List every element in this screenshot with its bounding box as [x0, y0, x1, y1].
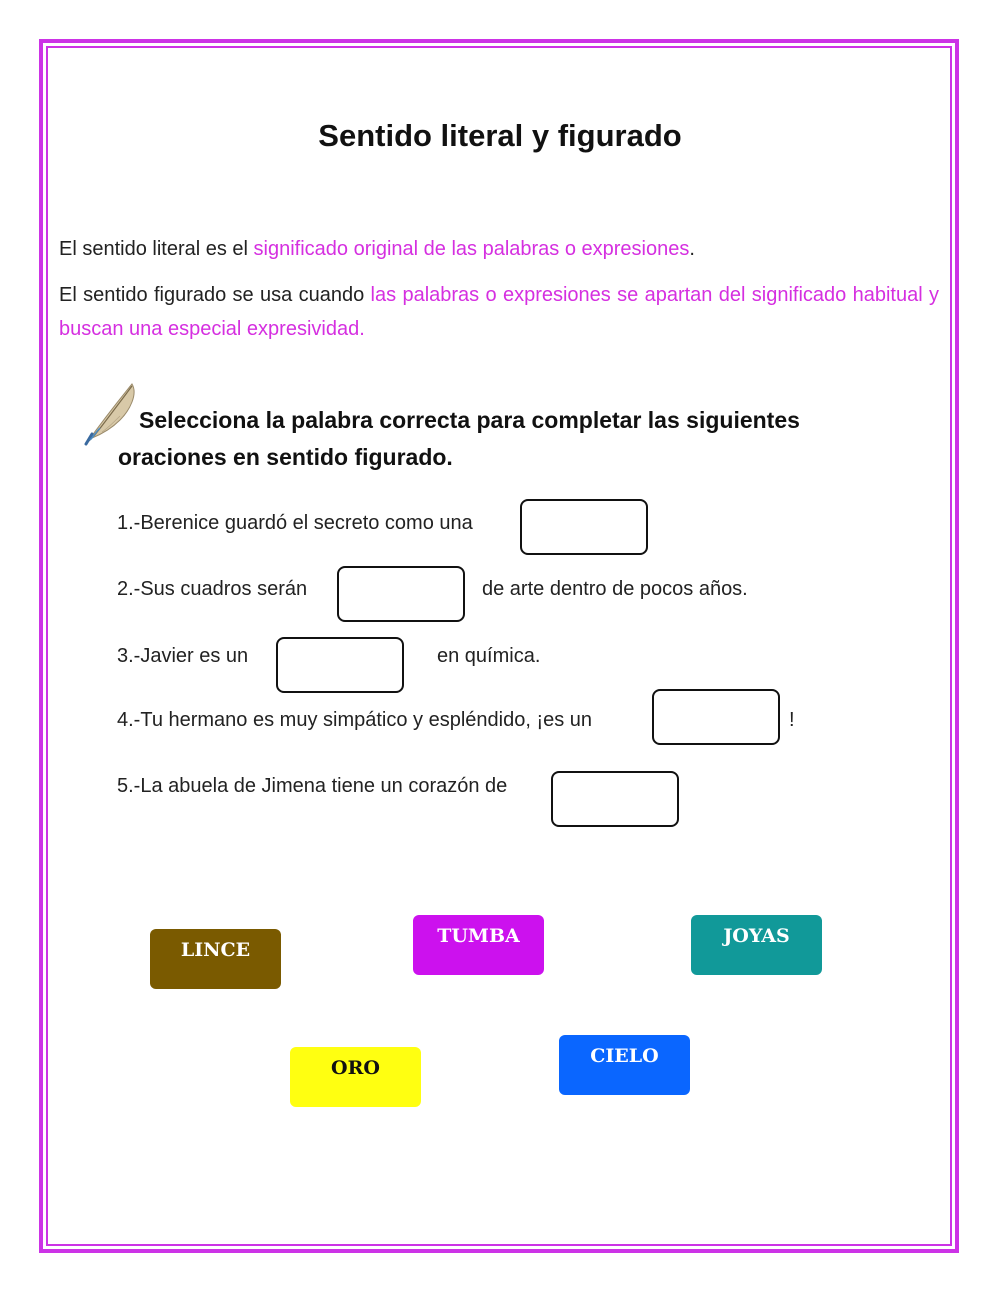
sentence-3-ending: en química.: [437, 645, 541, 667]
answer-box-5[interactable]: [551, 771, 679, 827]
sentence-1-text: 1.-Berenice guardó el secreto como una: [117, 512, 473, 534]
sentence-4-text: 4.-Tu hermano es muy simpático y espléndido, ¡es un: [117, 709, 593, 731]
figurado-definition-highlight: las palabras o expresiones se apartan del significado habitual y buscan una especial expresividad.: [59, 284, 940, 340]
sentence-5-text: 5.-La abuela de Jimena tiene un corazón de: [117, 775, 508, 797]
page-title: Sentido literal y figurado: [318, 118, 682, 153]
word-chip-cielo[interactable]: CIELO: [559, 1035, 690, 1095]
sentence-2-text: 2.-Sus cuadros serán: [117, 578, 308, 600]
sentence-2-ending: de arte dentro de pocos años.: [482, 578, 748, 600]
answer-box-2[interactable]: [337, 566, 465, 622]
sentence-4-ending: !: [789, 709, 795, 731]
word-chip-joyas[interactable]: JOYAS: [691, 915, 822, 975]
answer-box-1[interactable]: [520, 499, 648, 555]
literal-definition: [59, 232, 939, 266]
instruction-line-2: oraciones en sentido figurado.: [118, 444, 453, 470]
answer-box-3[interactable]: [276, 637, 404, 693]
sentence-3-text: 3.-Javier es un: [117, 645, 249, 667]
literal-definition-highlight: significado original de las palabras o expresiones: [253, 238, 690, 260]
answer-box-4[interactable]: [652, 689, 780, 745]
word-chip-tumba[interactable]: TUMBA: [413, 915, 544, 975]
instruction-heading: [118, 402, 898, 476]
word-chip-lince[interactable]: LINCE: [150, 929, 281, 989]
literal-definition-text: El sentido literal es el: [59, 238, 254, 260]
literal-definition-end: .: [689, 238, 695, 260]
figurado-definition: [59, 278, 939, 346]
figurado-definition-text: El sentido figurado se usa cuando: [59, 284, 371, 306]
instruction-line-1: Selecciona la palabra correcta para completar las siguientes: [139, 407, 800, 433]
word-chip-oro[interactable]: ORO: [290, 1047, 421, 1107]
